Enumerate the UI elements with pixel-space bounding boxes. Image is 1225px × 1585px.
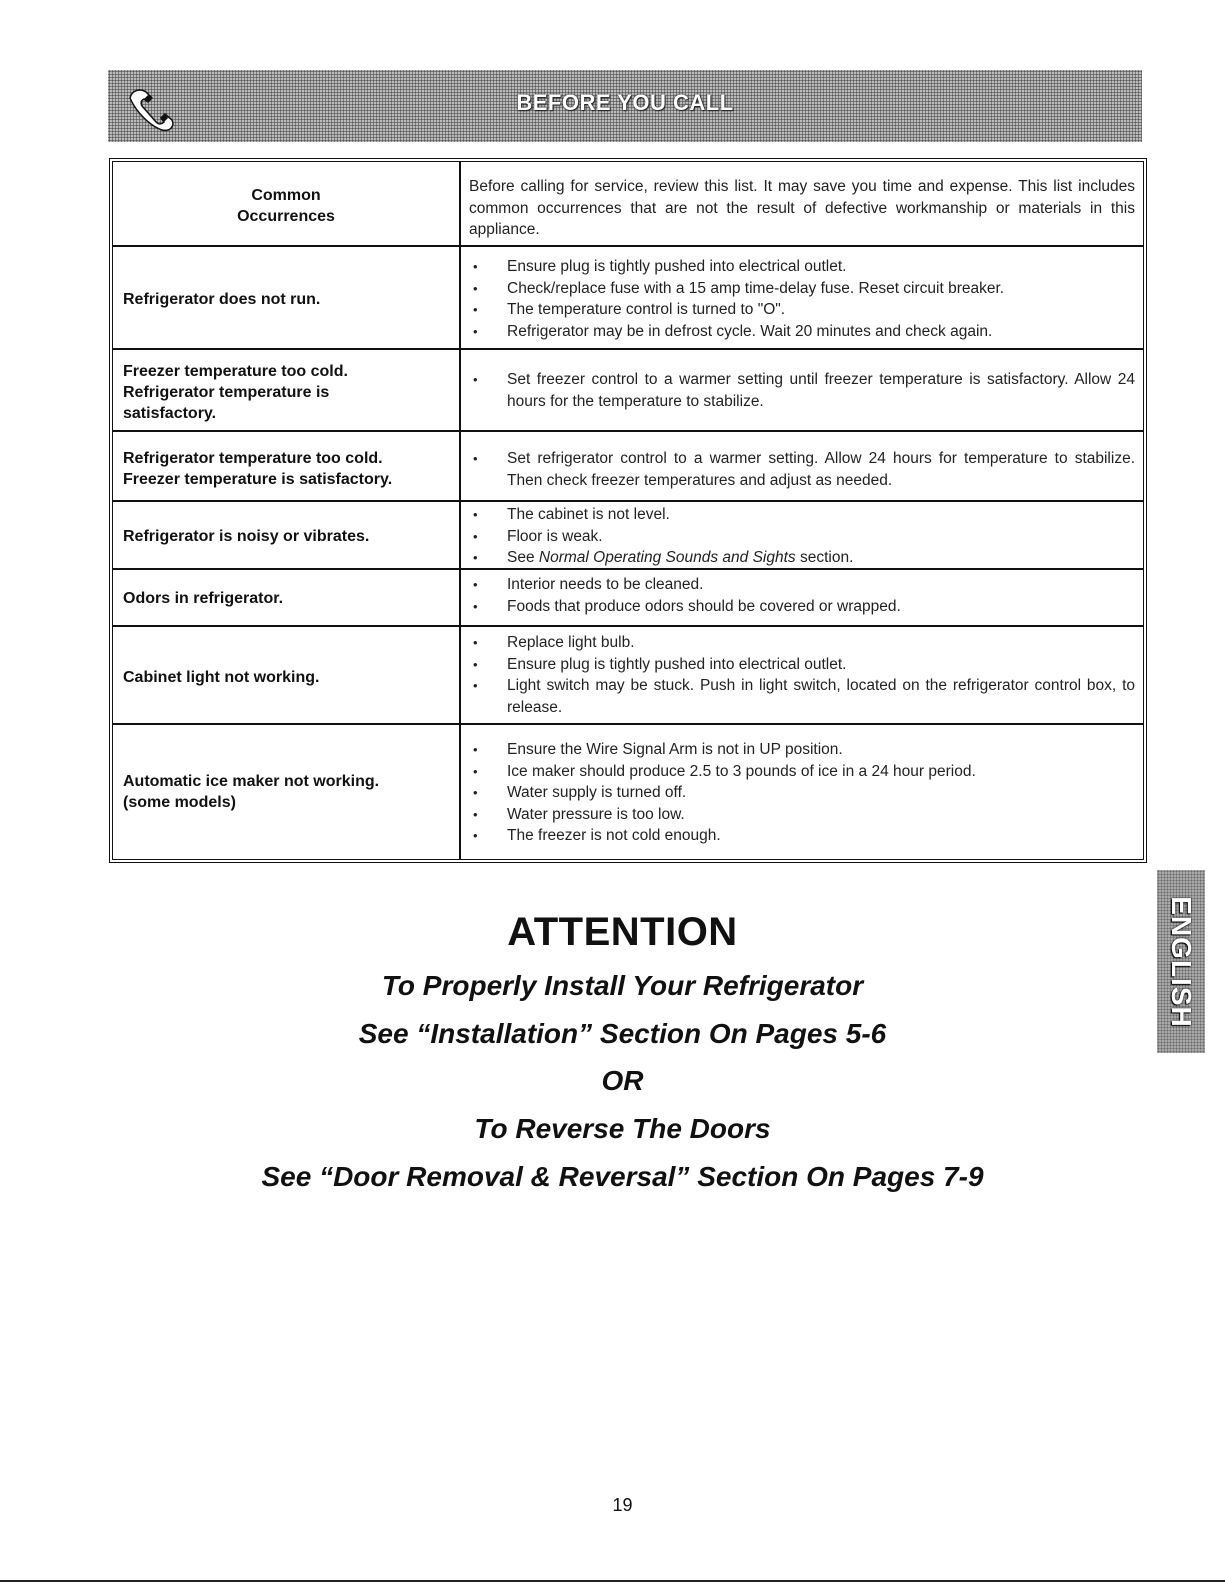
problem-line: (some models) xyxy=(123,794,236,811)
see-suffix: section. xyxy=(795,549,854,566)
table-row xyxy=(113,570,1143,627)
section-reference: Normal Operating Sounds and Sights xyxy=(538,549,796,566)
see-prefix: See xyxy=(507,549,539,566)
problem-text xyxy=(123,361,453,424)
solution-list xyxy=(469,574,1135,617)
solution-list xyxy=(469,504,1135,569)
problem-line: Cabinet light not working. xyxy=(123,669,320,686)
solution-item: • Replace light bulb. xyxy=(469,632,1135,654)
bottom-rule xyxy=(0,1580,1225,1582)
problem-text xyxy=(123,667,453,688)
solution-item: • Ensure plug is tightly pushed into electrical outlet. xyxy=(469,654,1135,676)
solution-item: • Ice maker should produce 2.5 to 3 pounds of ice in a 24 hour period. xyxy=(469,761,1135,783)
solution-item: • Light switch may be stuck. Push in light switch, located on the refrigerator control box, to release. xyxy=(469,675,1135,718)
problem-line: Refrigerator temperature too cold. xyxy=(123,450,383,467)
problem-text xyxy=(123,771,453,813)
solution-item: • Ensure the Wire Signal Arm is not in UP position. xyxy=(469,739,1135,761)
problem-text xyxy=(123,588,453,609)
problem-line: Odors in refrigerator. xyxy=(123,590,284,607)
problem-text xyxy=(123,289,453,310)
solution-item xyxy=(469,547,1135,569)
solution-item: • Check/replace fuse with a 15 amp time-delay fuse. Reset circuit breaker. xyxy=(469,278,1135,300)
header-left xyxy=(113,185,459,227)
solution-item: • Floor is weak. xyxy=(469,526,1135,548)
table-row xyxy=(113,502,1143,570)
table-header-row xyxy=(113,162,1143,247)
solution-list xyxy=(469,739,1135,847)
solution-list xyxy=(469,448,1135,491)
solution-list xyxy=(469,632,1135,718)
solution-item: • Foods that produce odors should be covered or wrapped. xyxy=(469,596,1135,618)
table-row xyxy=(113,350,1143,432)
page-number: 19 xyxy=(612,1495,633,1515)
banner-title: BEFORE YOU CALL xyxy=(516,90,734,115)
language-tab-label: ENGLISH xyxy=(1166,895,1197,1028)
table-row xyxy=(113,627,1143,725)
attention-line: See “Installation” Section On Pages 5-6 xyxy=(358,1018,887,1049)
solution-item: • Ensure plug is tightly pushed into electrical outlet. xyxy=(469,256,1135,278)
attention-line: See “Door Removal & Reversal” Section On Pages 7-9 xyxy=(261,1161,984,1192)
table-row xyxy=(113,725,1143,855)
problem-line: Freezer temperature is satisfactory. xyxy=(123,471,393,488)
problem-line: Refrigerator temperature is xyxy=(123,384,330,401)
problem-line: Freezer temperature too cold. xyxy=(123,363,348,380)
attention-line: To Reverse The Doors xyxy=(474,1113,771,1144)
attention-title: ATTENTION xyxy=(507,910,738,954)
solution-item: • Set freezer control to a warmer setting until freezer temperature is satisfactory. Allow 24 hours for the temperature to stabilize. xyxy=(469,369,1135,412)
section-banner xyxy=(108,70,1142,142)
attention-line: To Properly Install Your Refrigerator xyxy=(381,970,864,1001)
problem-line: Automatic ice maker not working. xyxy=(123,773,380,790)
problem-line: Refrigerator does not run. xyxy=(123,291,321,308)
language-tab xyxy=(1157,870,1205,1053)
solution-item: • Water pressure is too low. xyxy=(469,804,1135,826)
solution-list xyxy=(469,369,1135,412)
problem-line: Refrigerator is noisy or vibrates. xyxy=(123,528,370,545)
attention-line: OR xyxy=(601,1065,644,1096)
solution-item: • Refrigerator may be in defrost cycle. Wait 20 minutes and check again. xyxy=(469,321,1135,343)
table-row xyxy=(113,247,1143,350)
table-row xyxy=(113,432,1143,502)
solution-item: • The freezer is not cold enough. xyxy=(469,825,1135,847)
solution-item: • The cabinet is not level. xyxy=(469,504,1135,526)
problem-text xyxy=(123,448,453,490)
header-left-line: Occurrences xyxy=(237,208,335,225)
solution-item: • Set refrigerator control to a warmer setting. Allow 24 hours for temperature to stabilize. Then check freezer temperatures and adjust as needed. xyxy=(469,448,1135,491)
troubleshooting-table xyxy=(109,158,1147,863)
header-intro: Before calling for service, review this list. It may save you time and expense. This list includes common occurrences that are not the result of defective workmanship or materials in this appliance. xyxy=(469,178,1135,238)
solution-item: • Water supply is turned off. xyxy=(469,782,1135,804)
header-left-line: Common xyxy=(251,187,321,204)
solution-item: • Interior needs to be cleaned. xyxy=(469,574,1135,596)
solution-item: • The temperature control is turned to "O". xyxy=(469,299,1135,321)
problem-line: satisfactory. xyxy=(123,405,217,422)
problem-text xyxy=(123,526,453,547)
solution-list xyxy=(469,256,1135,342)
